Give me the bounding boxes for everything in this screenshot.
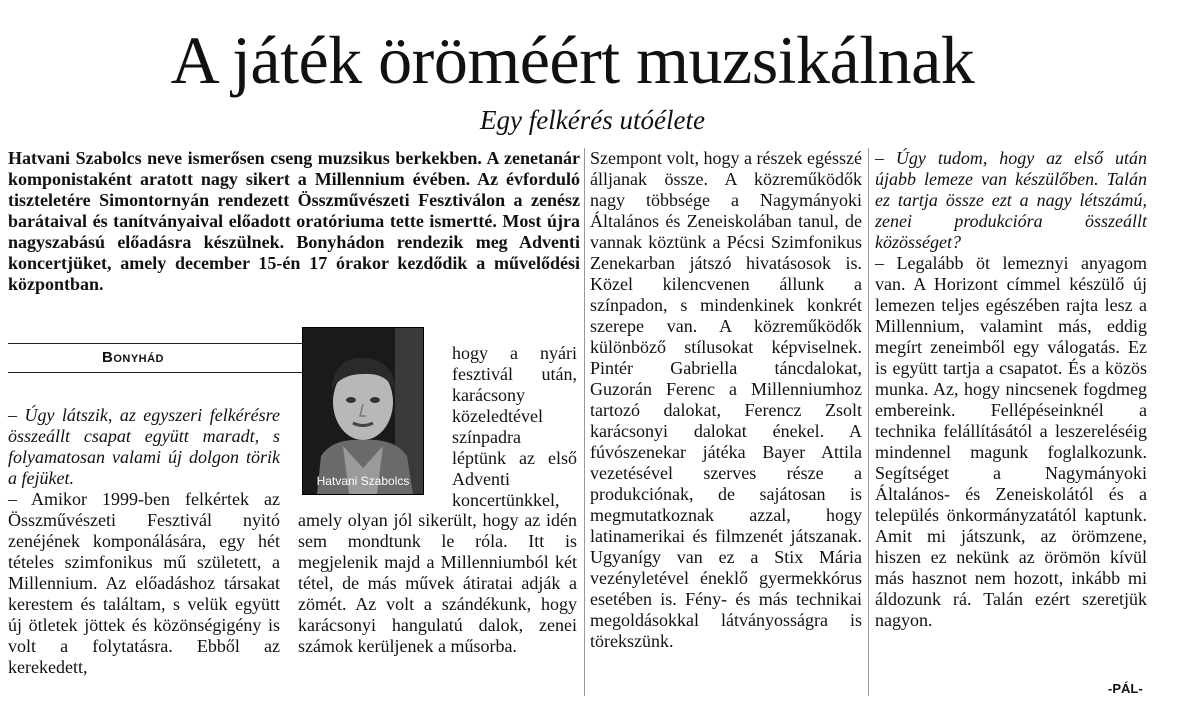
column-divider-1 [584, 148, 585, 696]
author-signature: -PÁL- [1108, 681, 1143, 696]
answer-2: – Legalább öt lemeznyi anyagom van. A Horizont címmel készülő új lemezen teljes egészében rajta lesz a Millennium, valamint más, eddig megírt zeneimből egy válogatás. Ez is együtt tartja a csapatot. És a közös munka. Az, hogy nincsenek fogdmeg embereink. Fellépéseinknél a technika felállításától a leszereléséig mindennel magunk foglalkozunk. Segítséget a Nagymányoki Általános- és Zeneiskolától és a település önkormányzatától kaptunk. Amit mi játszunk, az örömzene, hiszen ez nekünk az örömön kívül más hasznot nem hozott, inkább mi áldozunk rá. Talán ezért szeretjük nagyon. [875, 253, 1147, 630]
portrait-photo [302, 327, 424, 495]
portrait-image [303, 328, 423, 494]
photo-caption: Hatvani Szabolcs [316, 474, 410, 488]
column-divider-2 [868, 148, 869, 696]
column-2-top [452, 343, 577, 511]
subheadline: Egy felkérés utóélete [480, 105, 705, 135]
column-2-wrap-text: hogy a nyári fesztivál után, karácsony közeledtével színpadra léptünk az első Adventi koncertünkkel, [452, 343, 577, 510]
column-3-text: Szempont volt, hogy a részek egésszé álljanak össze. A közreműködők nagy többsége a Nagymányoki Általános és Zeneiskolában tanul, de vannak köztünk a Pécsi Szimfonikus Zenekarban játszó hivatásosok is. Közel kilencvenen állunk a színpadon, s mindenkinek konkrét szerepe van. A közreműködők különböző stílusokat képviselnek. Pintér Gabriella táncdalokat, Guzorán Ferenc a Millenniumhoz tartozó dalokat, Ferencz Zsolt karácsonyi dalokat énekel. A fúvószenekar játéka Bayer Attila vezetésével szerves része a produkciónak, de sajátosan is megmutatkoznak azzal, hogy latinamerikai és filmzenét játszanak. Ugyanígy van ez a Stix Mária vezényletével éneklő gyermekkórus esetében is. Fény- és más technikai megoldásokkal látványosságra is törekszünk. [590, 148, 862, 651]
column-2-bottom [298, 510, 577, 657]
column-1 [8, 405, 280, 678]
column-3 [590, 148, 862, 652]
question-1: – Úgy látszik, az egyszeri felkérésre összeállt csapat együtt maradt, s folyamatosan valami új dolgon törik a fejüket. [8, 405, 280, 488]
column-2-text: amely olyan jól sikerült, hogy az idén sem mondtunk le róla. Itt is megjelenik majd a Millenniumból két tétel, de más művek átiratai adják a zömét. Az volt a szándékunk, hogy karácsonyi hangulatú dalok, zenei számok kerüljenek a műsorba. [298, 510, 577, 656]
column-4 [875, 148, 1147, 631]
lead-paragraph: Hatvani Szabolcs neve ismerősen cseng muzsikus berkekben. A zenetanár komponistaként aratott nagy sikert a Millennium évében. Az évforduló tiszteletére Simontornyán rendezett Összművészeti Fesztiválon a zenész barátaival és tanítványaival előadott oratóriuma tette ismertté. Most újra nagyszabású előadásra készülnek. Bonyhádon rendezik meg Adventi koncertjüket, amely december 15-én 17 órakor kezdődik a művelődési központban. [8, 148, 580, 294]
headline: A játék öröméért muzsikálnak [170, 22, 975, 98]
answer-1: – Amikor 1999-ben felkértek az Összművészeti Fesztivál nyitó zenéjének komponálására, egy hét tételes szimfonikus mű született, a Millennium. Az előadáshoz társakat kerestem és találtam, s velük együtt új ötletek jöttek és közönségigény is volt a folytatásra. Ebből az kerekedett, [8, 489, 280, 677]
dateline: Bonyhád [102, 349, 165, 366]
question-2: – Úgy tudom, hogy az első után újabb lemeze van készülőben. Talán ez tartja össze ezt a nagy létszámú, zenei produkcióra összeállt közösséget? [875, 148, 1147, 252]
